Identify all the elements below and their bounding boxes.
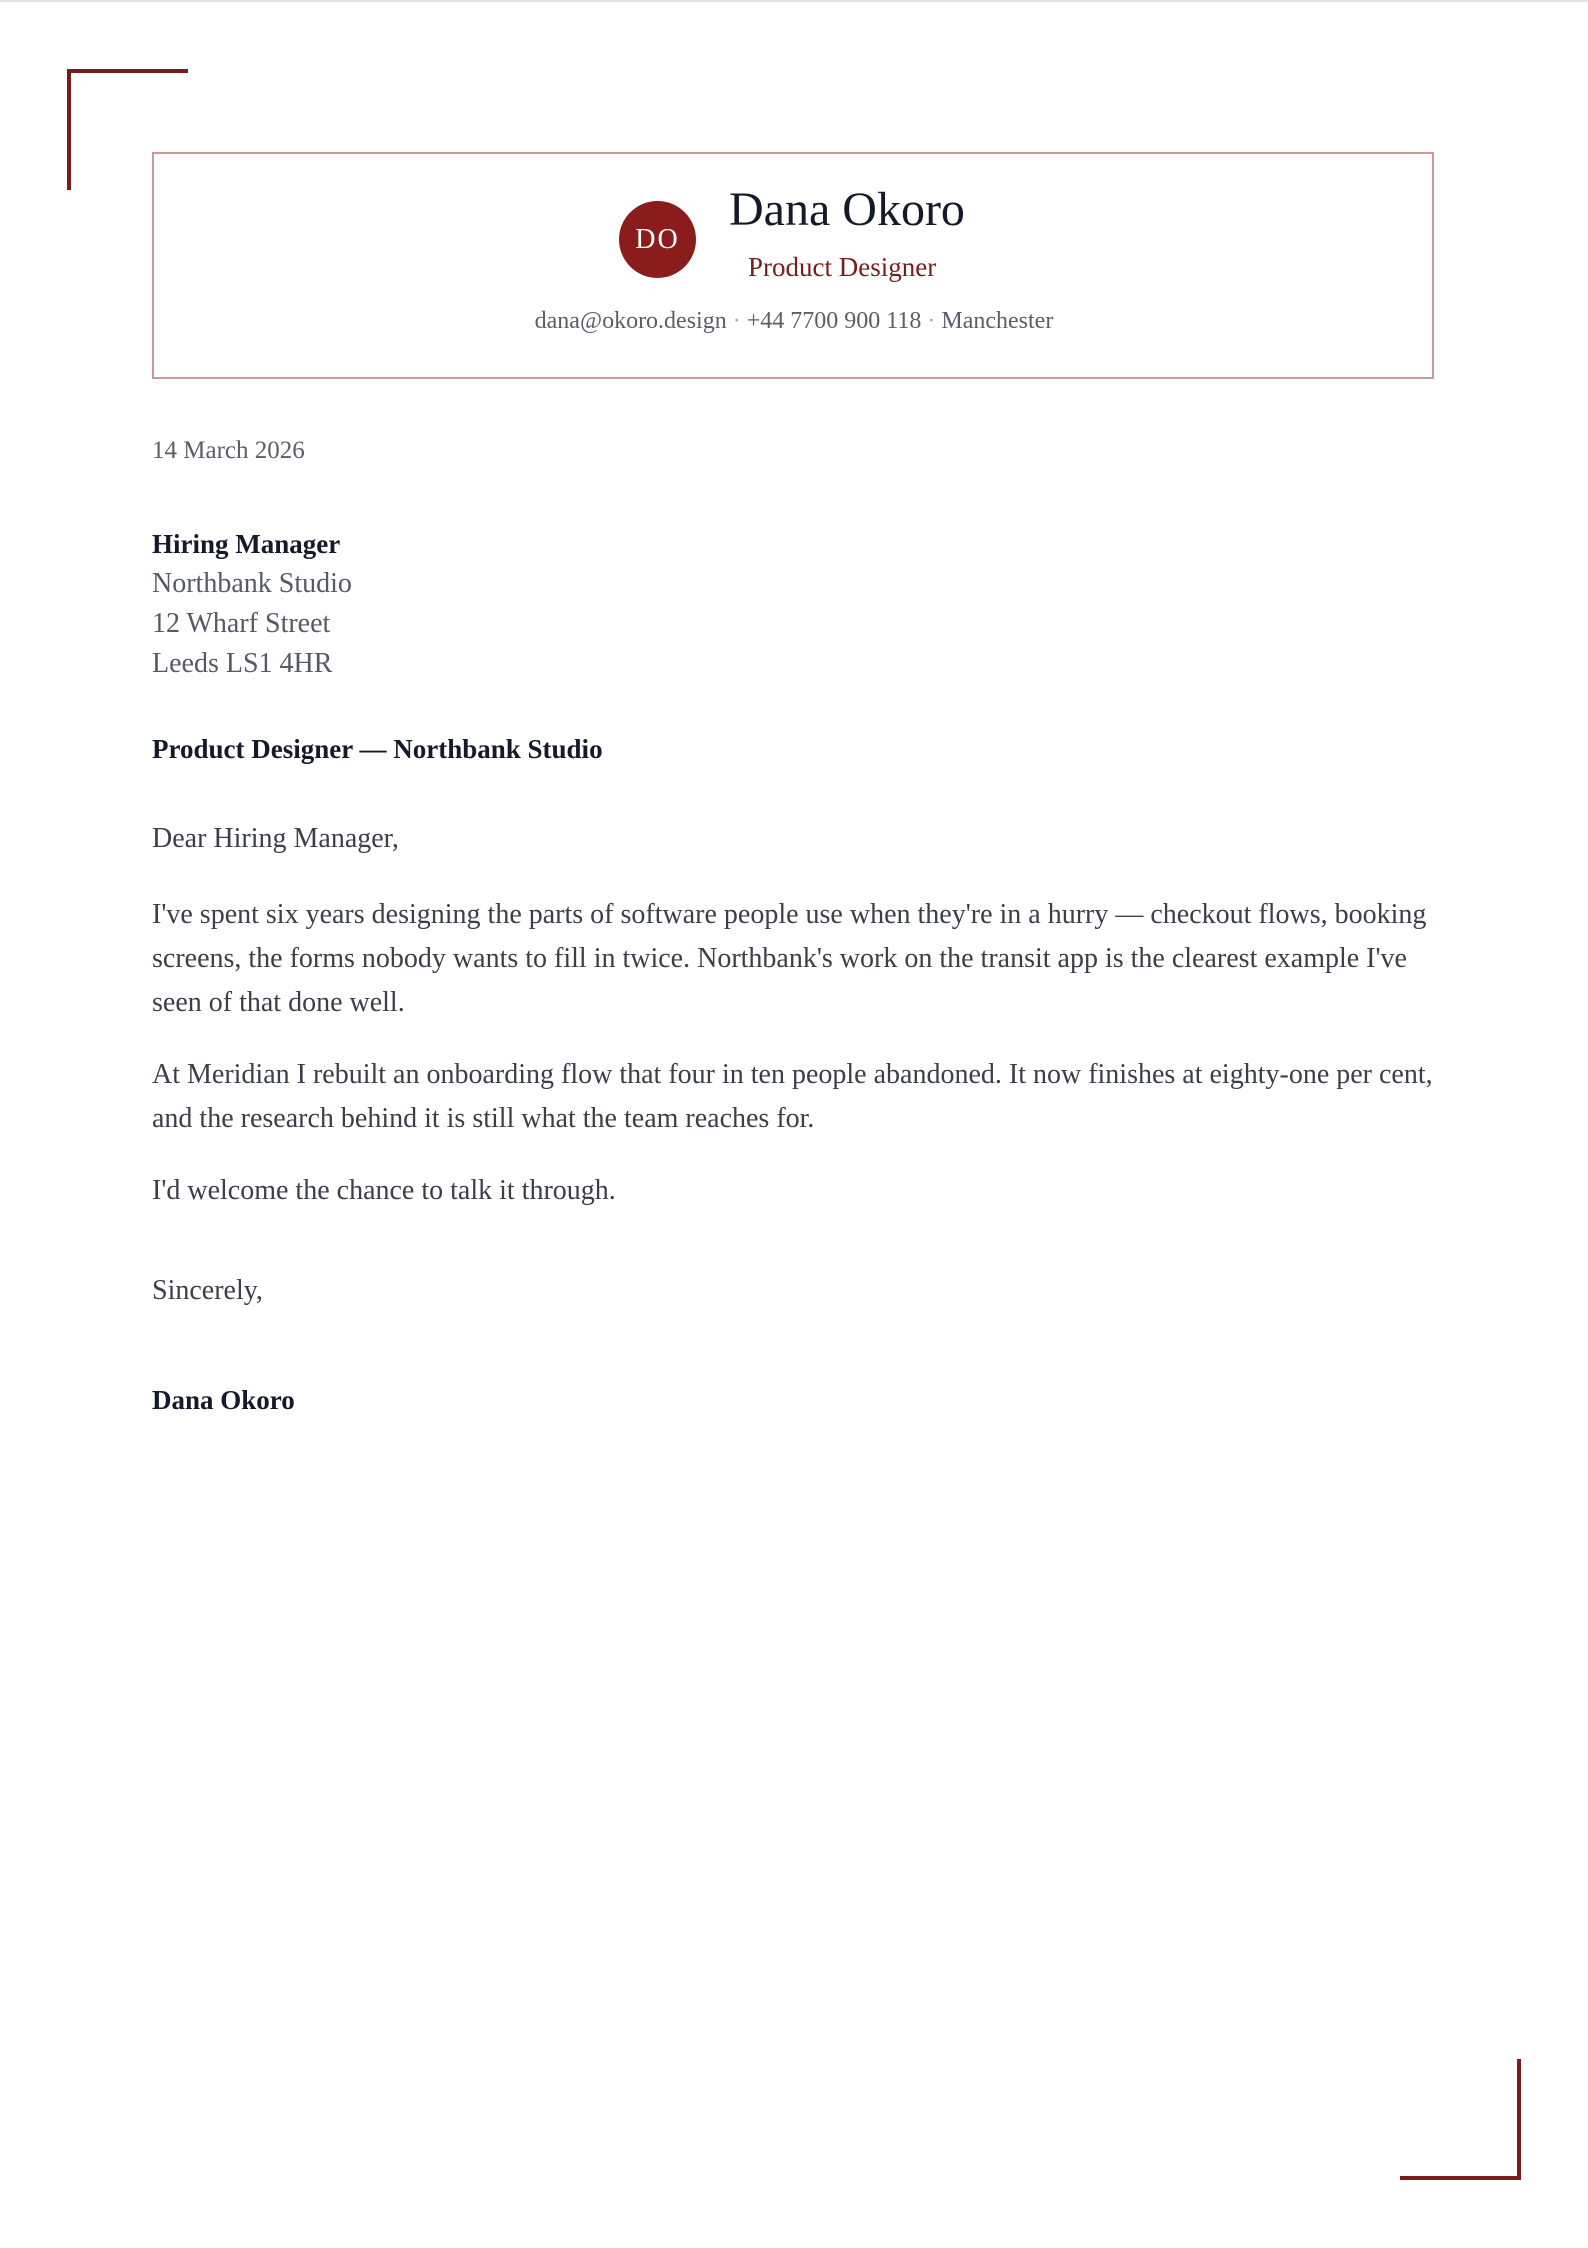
top-rule: [0, 0, 1588, 2]
contact-email[interactable]: dana@okoro.design: [534, 308, 727, 334]
recipient-name: Hiring Manager: [152, 529, 341, 559]
contact-location: Manchester: [941, 308, 1054, 334]
avatar: [619, 201, 696, 278]
sender-role: Product Designer: [748, 252, 937, 282]
letter-date: 14 March 2026: [152, 437, 305, 464]
corner-ornament-top-left-vertical: [67, 69, 71, 190]
recipient-city: Leeds LS1 4HR: [152, 648, 333, 679]
body-paragraph: I'd welcome the chance to talk it through.: [152, 1175, 616, 1206]
sender-name: Dana Okoro: [729, 183, 965, 236]
letter-signature: Dana Okoro: [152, 1385, 295, 1415]
corner-ornament-bottom-right: [1400, 2176, 1521, 2180]
avatar-initials: DO: [635, 223, 680, 255]
letter-closing: Sincerely,: [152, 1275, 263, 1306]
contact-separator: ·: [732, 308, 741, 334]
letter-subject: Product Designer — Northbank Studio: [152, 734, 603, 764]
corner-ornament-bottom-right-vertical: [1517, 2059, 1521, 2180]
corner-ornament-top-left: [67, 69, 188, 73]
contact-phone[interactable]: +44 7700 900 118: [746, 308, 922, 334]
recipient-street: 12 Wharf Street: [152, 608, 331, 639]
letter-body: [152, 893, 1442, 1241]
recipient-company: Northbank Studio: [152, 568, 352, 599]
contact-separator: ·: [927, 308, 936, 334]
body-paragraph: I've spent six years designing the parts of software people use when they're in a hurry — checkout flows, booking screens, the forms nobody wants to fill in twice. Northbank's work on the transit app is the clearest example I've seen of that done well.: [152, 899, 1427, 1018]
letter-greeting: Dear Hiring Manager,: [152, 823, 399, 854]
body-paragraph: At Meridian I rebuilt an onboarding flow that four in ten people abandoned. It now finishes at eighty-one per cent, and the research behind it is still what the team reaches for.: [152, 1059, 1433, 1134]
contact-line: [0, 309, 1588, 333]
recipient-block: [152, 524, 352, 684]
